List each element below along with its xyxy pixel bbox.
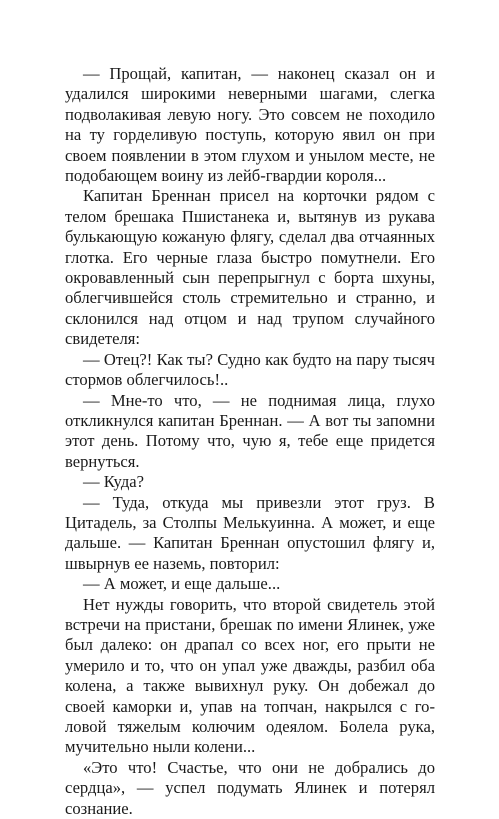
paragraph: — Куда? <box>83 472 144 492</box>
paragraph: — Прощай, капитан, — наконец сказал он и удалился широкими неверными шагами, слегка подволакивая левую ногу. Это совсем не походило на ту горделивую поступь, которую явил он при своем появлении в этом глухом и унылом месте, не подобающем воину из лейб-гвардии короля... <box>65 64 435 186</box>
paragraph: — А может, и еще дальше... <box>83 574 281 594</box>
paragraph: Нет нужды говорить, что второй свидетель этой встречи на пристани, брешак по имени Ялинек, уже был далеко: он драпал со всех ног, его прыти не умерило и то, что он упал уже дважды, разбил оба колена, а также вывихнул руку. Он добежал до своей каморки и, упав на топчан, накрылся с головой тяжелым колючим одеялом. Болела рука, мучительно ныли колени... <box>65 594 435 757</box>
book-page-text <box>65 64 435 819</box>
paragraph: — Отец?! Как ты? Судно как будто на пару тысяч стормов облегчилось!.. <box>65 349 435 390</box>
paragraph: — Мне-то что, — не поднимая лица, глухо откликнулся капитан Бреннан. — А вот ты запомни этот день. Потому что, чую я, тебе еще придется вернуться. <box>65 390 435 471</box>
paragraph: — Туда, откуда мы привезли этот груз. В Цитадель, за Столпы Мелькуинна. А может, и еще дальше. — Капитан Бреннан опустошил флягу и, швырнув ее наземь, повторил: <box>65 492 435 573</box>
paragraph: Капитан Бреннан присел на корточки рядом с телом брешака Пшистанека и, вытянув из рукава булькающую кожаную флягу, сделал два отчаянных глотка. Его черные глаза быстро помутнели. Его окровавленный сын перепрыгнул с борта шхуны, облегчившейся столь стремительно и странно, и склонился над отцом и над трупом случайного свидетеля: <box>65 186 435 349</box>
paragraph: «Это что! Счастье, что они не добрались до сердца», — успел подумать Ялинек и потерял сознание. <box>65 757 435 818</box>
